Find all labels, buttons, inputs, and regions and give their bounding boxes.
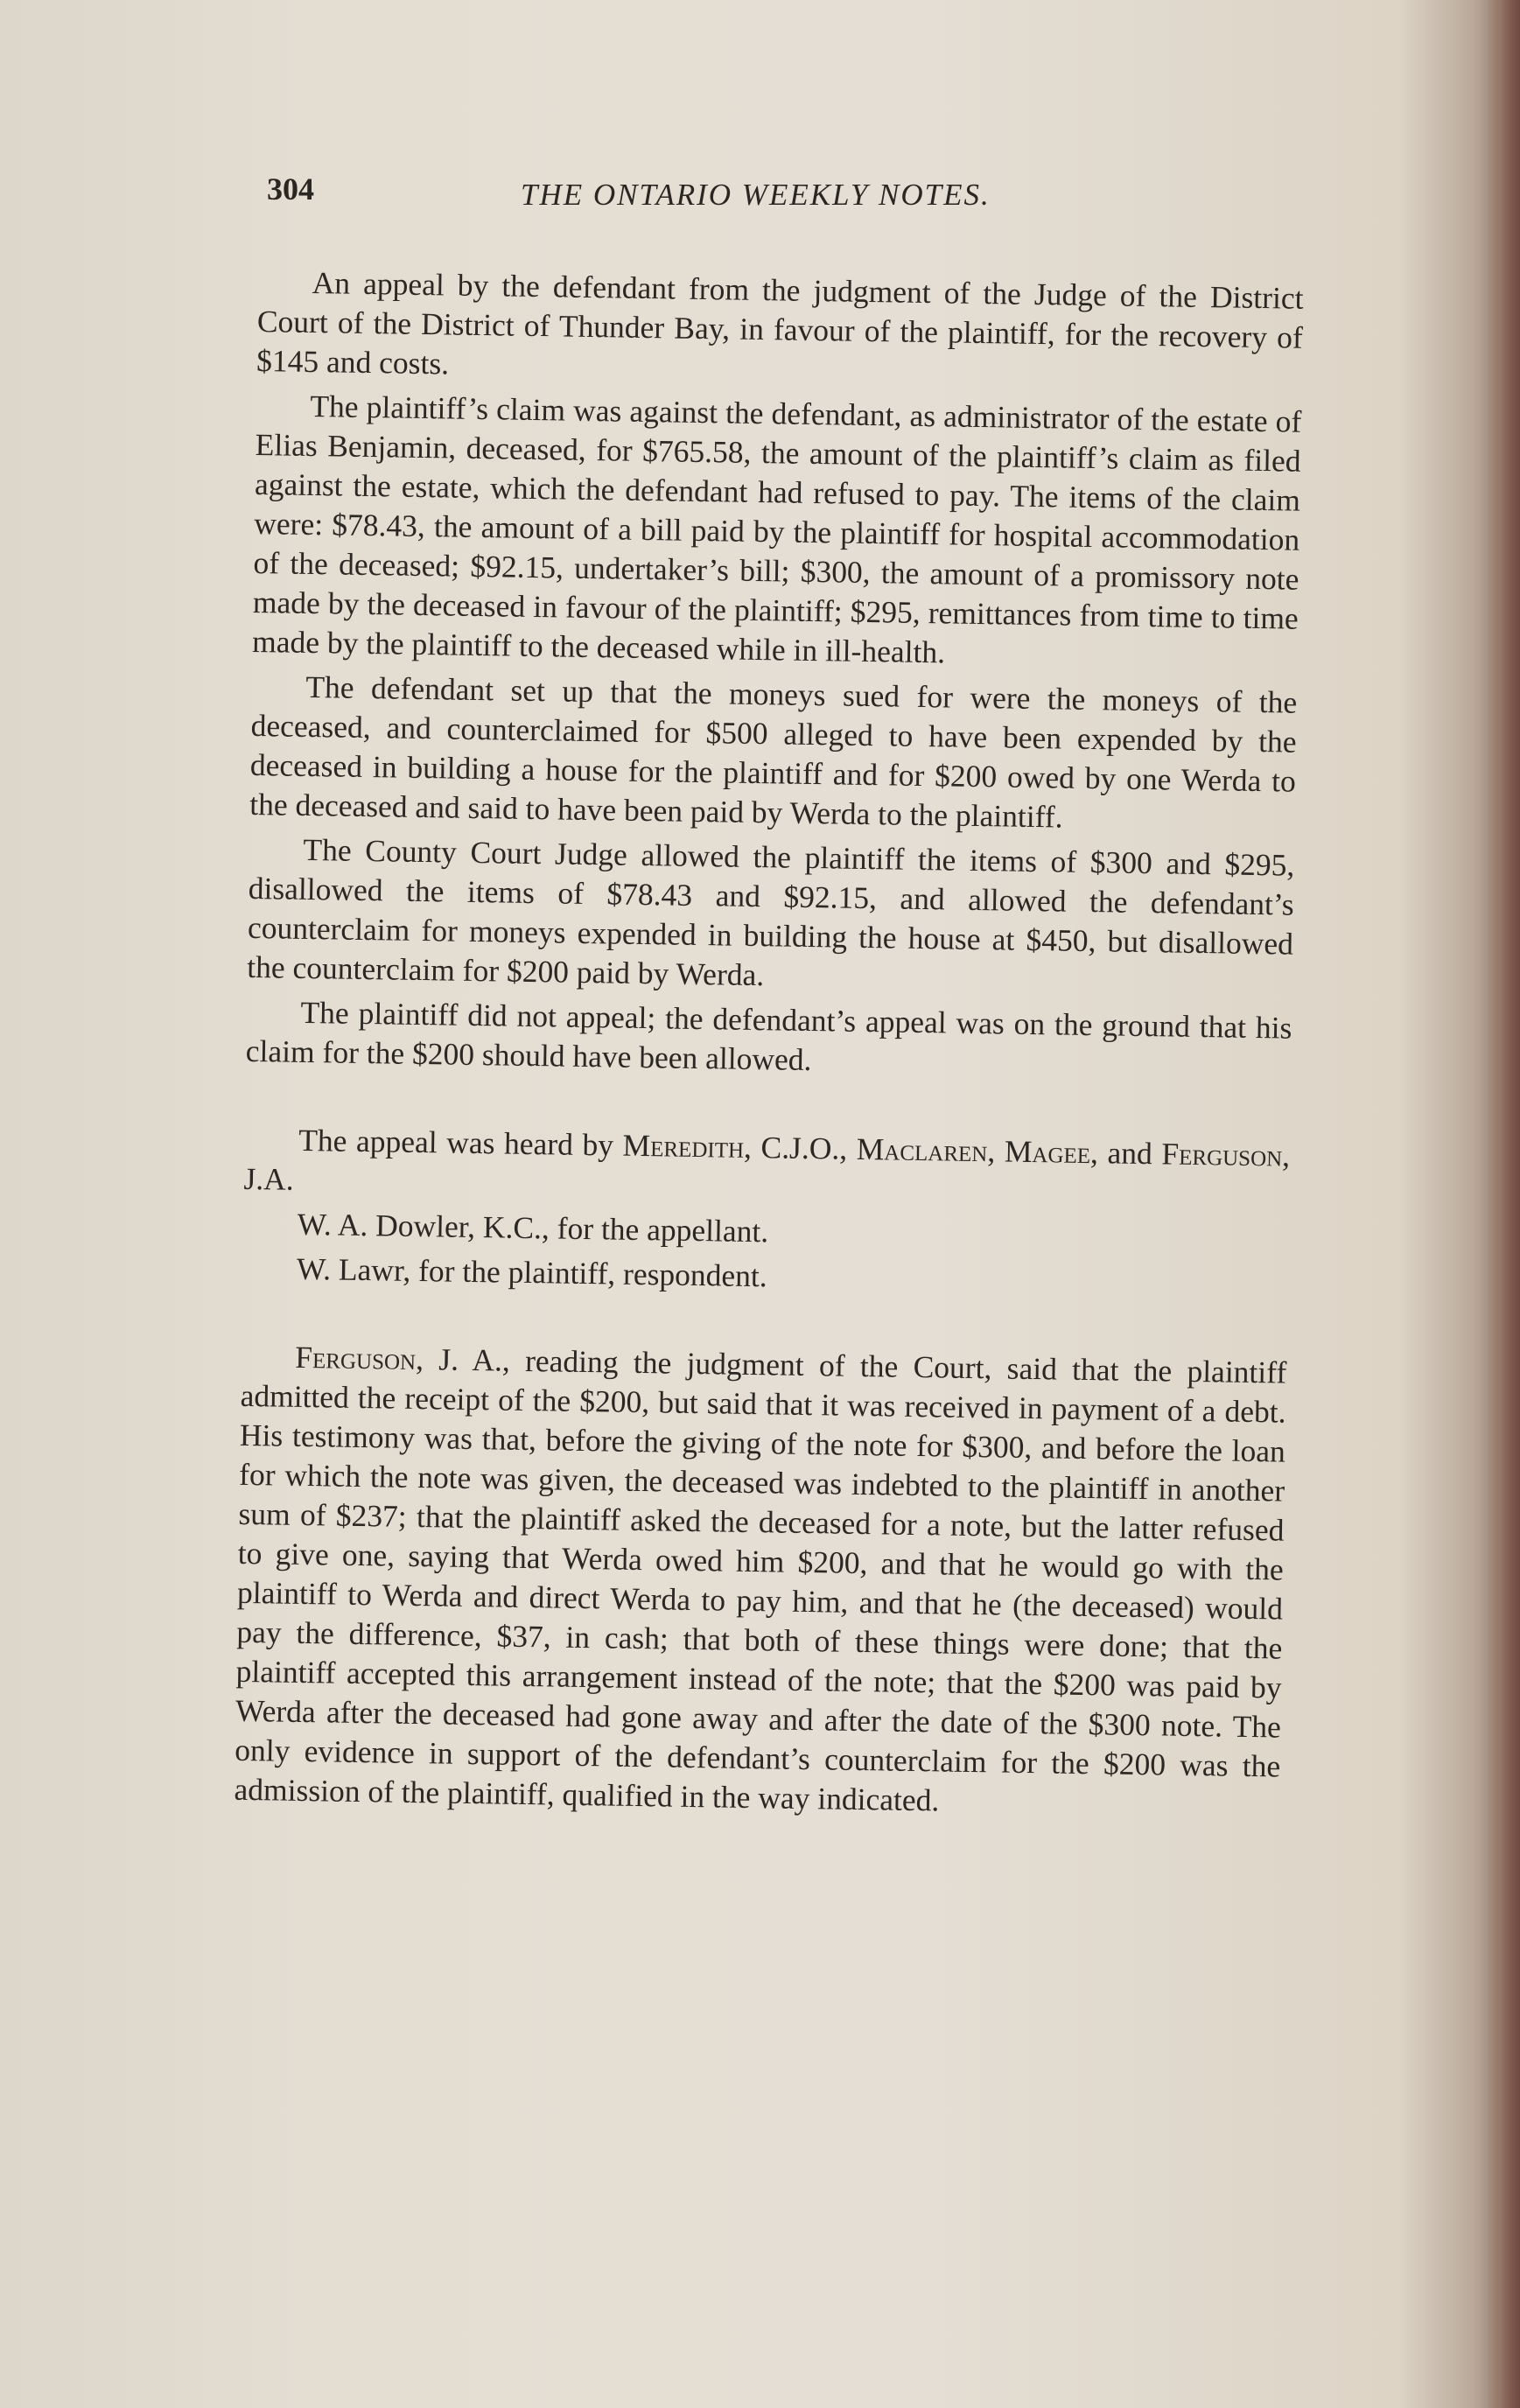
running-head: THE ONTARIO WEEKLY NOTES.: [521, 178, 991, 212]
page-number: 304: [267, 172, 314, 206]
paragraph-judgment: [234, 1337, 1286, 1826]
paragraph-hearing: [243, 1120, 1290, 1215]
judgment-text: , J. A., reading the judgment of the Court, said that the plaintiff admitted the receipt of the $200, but said that it was received in payment of a debt. His testimony was that, before the giving of the note for $300, and before the loan for which the note was given, the deceased was indebted to the plaintiff in another sum of $237; that the plaintiff asked the deceased for a note, but the latter refused to give one, saying that Werda owed him $200, and that he would go with the plaintiff to Werda and direct Werda to pay him, and that he (the deceased) would pay the difference, $37, in cash; that both of these things were done; that the plaintiff accepted this arrangement instead of the note; that the $200 was paid by Werda after the deceased had gone away and after the date of the $300 note. The only evidence in support of the defendant’s counterclaim for the $200 was the admission of the plaintiff, qualified in the way indicated.: [234, 1340, 1287, 1818]
paragraph-claim: The plaintiff’s claim was against the defendant, as administrator of the estate of Elias Benjamin, deceased, for $765.58, the amount of the plaintiff’s claim as filed against the estate, which the defendant had refused to pay. The items of the claim were: $78.43, the amount of a bill paid by the plaintiff for hospital accommodation of the deceased; $92.15, undertaker’s bill; $300, the amount of a promissory note made by the deceased in favour of the plaintiff; $295, remittances from time to time made by the plaintiff to the deceased while in ill-health.: [251, 388, 1302, 670]
judges-title: , J.A.: [243, 1138, 1291, 1197]
judge-title: , C.J.O.,: [743, 1129, 858, 1166]
counsel-respondent: W. Lawr, for the plaintiff, respondent.: [296, 1250, 768, 1294]
paragraph-ground-of-appeal: The plaintiff did not appeal; the defendant’s appeal was on the ground that his claim for the $200 should have been allowed.: [245, 994, 1292, 1078]
judgment-judge-name: Ferguson: [295, 1339, 417, 1376]
judge-name: Maclaren: [856, 1130, 988, 1169]
paragraph-defence: The defendant set up that the moneys sued for were the moneys of the deceased, and counterclaimed for $500 alleged to have been expended by the deceased in building a house for the plaintiff and for $200 owed by one Werda to the deceased and said to have been paid by Werda to the plaintiff.: [249, 668, 1298, 835]
separator: ,: [987, 1133, 1005, 1169]
hearing-intro: The appeal was heard by: [298, 1122, 614, 1163]
page-edge-shadow: [1487, 0, 1520, 2408]
separator: , and: [1089, 1135, 1162, 1172]
judge-name: Meredith: [622, 1127, 745, 1165]
paragraph-appeal: An appeal by the defendant from the judgment of the Judge of the District Court of the District of Thunder Bay, in favour of the plaintiff, for the recovery of $145 and costs.: [256, 264, 1304, 382]
body-text: [234, 262, 1304, 1831]
page-header: [267, 171, 1317, 223]
judge-name: Ferguson: [1161, 1136, 1283, 1173]
counsel-appellant: W. A. Dowler, K.C., for the appellant.: [297, 1206, 769, 1250]
paragraph-county-court: The County Court Judge allowed the plaintiff the items of $300 and $295, disallowed the items of $78.43 and $92.15, and allowed the defendant’s counterclaim for moneys expended in building the house at $450, but disallowed the counterclaim for $200 paid by Werda.: [247, 831, 1295, 993]
judge-name: Magee: [1004, 1133, 1091, 1171]
